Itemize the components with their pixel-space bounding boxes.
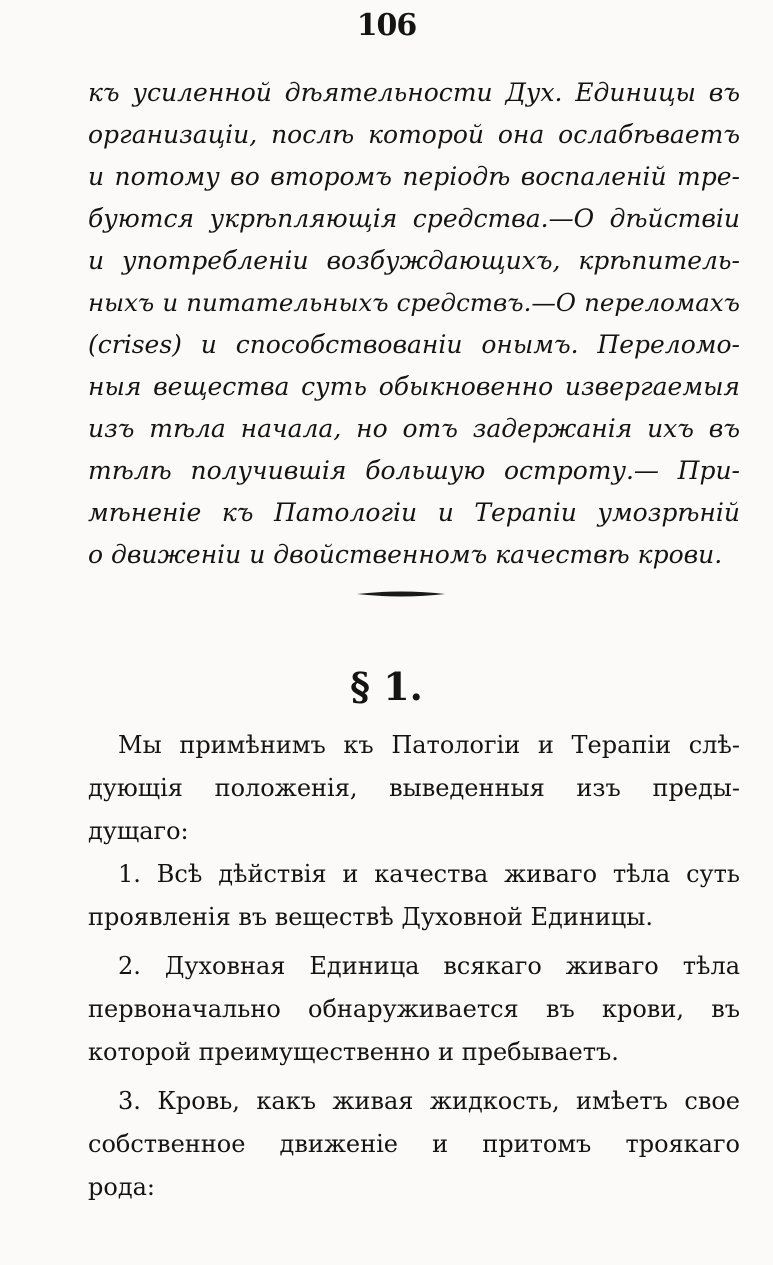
- summary-line: (crises) и способствованіи онымъ. Переломо-: [88, 330, 740, 359]
- body-line: собственное движеніе и притомъ троякаго: [88, 1130, 740, 1158]
- summary-line: о движеніи и двойственномъ качествѣ крови.: [88, 540, 723, 569]
- chapter-summary: [88, 72, 740, 576]
- body-line: дущаго:: [88, 817, 189, 845]
- body-line: проявленія въ веществѣ Духовной Единицы.: [88, 903, 653, 931]
- summary-line: тѣлѣ получившія большую остроту.— При-: [88, 456, 740, 485]
- summary-line: буются укрѣпляющія средства.—О дѣйствіи: [88, 204, 740, 233]
- summary-line: къ усиленной дѣятельности Дух. Единицы въ: [88, 78, 740, 107]
- body-line: Мы примѣнимъ къ Патологіи и Терапіи слѣ-: [118, 731, 740, 759]
- summary-line: мѣненіе къ Патологіи и Терапіи умозрѣній: [88, 498, 740, 527]
- body-line: дующія положенія, выведенныя изъ преды-: [88, 774, 740, 802]
- body-line: первоначально обнаруживается въ крови, въ: [88, 995, 740, 1023]
- summary-line: и потому во второмъ періодѣ воспаленій тре-: [88, 162, 740, 191]
- ornamental-divider: [355, 590, 447, 598]
- list-item-2: 2. Духовная Единица всякаго живаго тѣла: [118, 952, 740, 980]
- list-item-1: 1. Всѣ дѣйствія и качества живаго тѣла суть: [118, 860, 740, 888]
- list-item-3: 3. Кровь, какъ живая жидкость, имѣетъ свое: [118, 1087, 740, 1115]
- section-body: [88, 724, 740, 1209]
- body-line: которой преимущественно и пребываетъ.: [88, 1038, 619, 1066]
- summary-line: изъ тѣла начала, но отъ задержанія ихъ въ: [88, 414, 740, 443]
- summary-line: и употребленіи возбуждающихъ, крѣпитель-: [88, 246, 740, 275]
- page-number: 106: [356, 8, 417, 43]
- section-heading: § 1.: [350, 664, 423, 709]
- summary-line: ныя вещества суть обыкновенно извергаемыя: [88, 372, 740, 401]
- body-line: рода:: [88, 1173, 155, 1201]
- summary-line: ныхъ и питательныхъ средствъ.—О переломахъ: [88, 288, 740, 317]
- summary-line: организаціи, послѣ которой она ослабѣваетъ: [88, 120, 740, 149]
